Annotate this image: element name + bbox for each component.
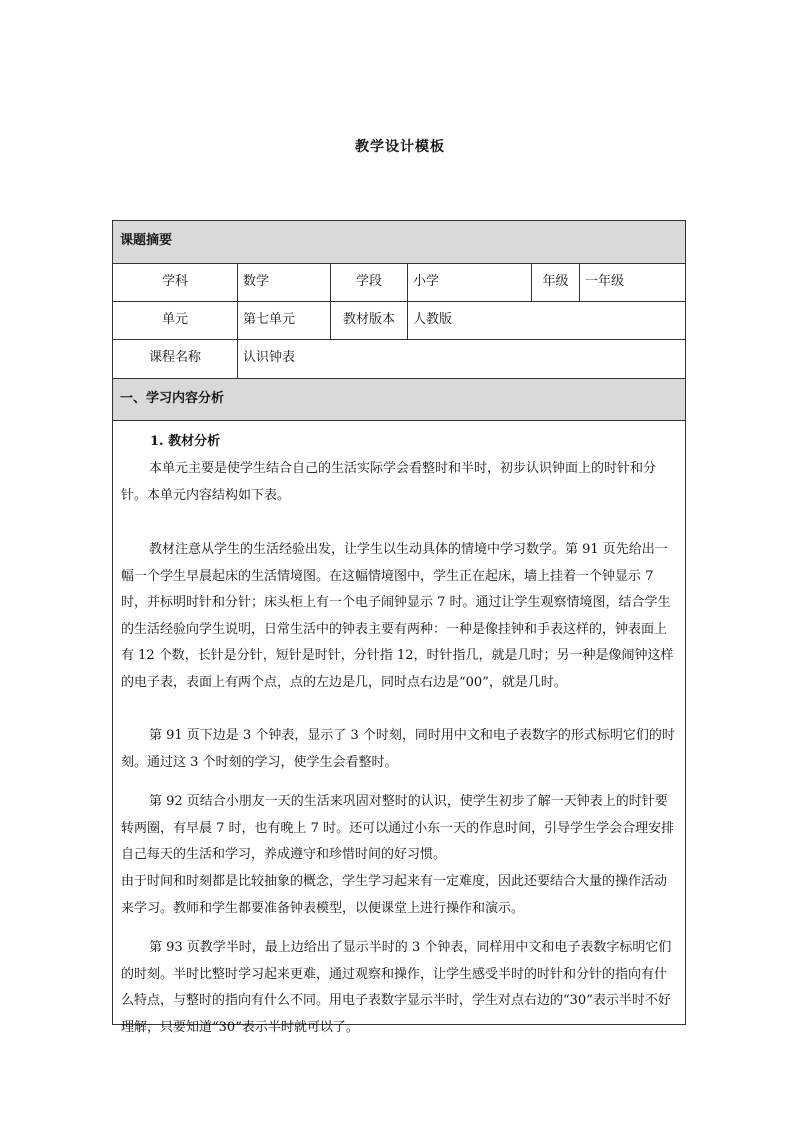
section-content-analysis-heading: 一、学习内容分析 xyxy=(113,378,685,421)
paragraph-6: 第 93 页教学半时，最上边给出了显示半时的 3 个钟表，同样用中文和电子表数字标明它们的时刻。半时比整时学习起来更难，通过观察和操作，让学生感受半时的时针和分针的指向有什么特点，与整时的指向有什么不同。用电子表数字显示半时，学生对点右边的“30”表示半时不好理解，只要知道“30”表示半时就可以了。 xyxy=(121,940,672,1035)
lesson-design-table xyxy=(112,220,686,1035)
value-unit: 第七单元 xyxy=(237,302,330,339)
content-analysis-body xyxy=(113,422,685,1035)
value-course-name: 认识钟表 xyxy=(237,340,687,378)
summary-row-unit xyxy=(113,302,685,340)
value-stage: 小学 xyxy=(407,264,531,301)
paragraph-2: 教材注意从学生的生活经验出发，让学生以生动具体的情境中学习数学。第 91 页先给出一幅一个学生早晨起床的生活情境图。在这幅情境图中，学生正在起床，墙上挂着一个钟显示 7 时，并标明时针和分针；床头柜上有一个电子闹钟显示 7 时。通过让学生观察情境图，结合学生的生活经验向学生说明，日常生活中的钟表主要有两种：一种是像挂钟和手表这样的，钟表面上有 12 个数，长针是分针，短针是时针，分针指 12，时针指几，就是几时；另一种是像闹钟这样的电子表，表面上有两个点，点的左边是几，同时点右边是“00”，就是几时。 xyxy=(121,542,674,690)
summary-row-subject xyxy=(113,264,685,302)
label-grade: 年级 xyxy=(531,264,579,301)
label-unit: 单元 xyxy=(161,312,188,327)
paragraph-3: 第 91 页下边是 3 个钟表，显示了 3 个时刻，同时用中文和电子表数字的形式标明它们的时刻。通过这 3 个时刻的学习，使学生会看整时。 xyxy=(121,728,675,770)
summary-row-course xyxy=(113,340,685,378)
summary-heading: 课题摘要 xyxy=(113,221,685,264)
paragraph-5: 由于时间和时刻都是比较抽象的概念，学生学习起来有一定难度，因此还要结合大量的操作活动来学习。教师和学生都要准备钟表模型，以便课堂上进行操作和演示。 xyxy=(121,874,668,916)
value-subject: 数学 xyxy=(237,264,330,301)
paragraph-1: 本单元主要是使学生结合自己的生活实际学会看整时和半时，初步认识钟面上的时针和分针。本单元内容结构如下表。 xyxy=(121,461,657,503)
value-edition: 人教版 xyxy=(407,302,687,339)
label-subject: 学科 xyxy=(161,274,188,289)
value-grade: 一年级 xyxy=(579,264,687,301)
label-stage: 学段 xyxy=(330,264,407,301)
document-title: 教学设计模板 xyxy=(355,139,445,155)
textbook-analysis-subheading: 1. 教材分析 xyxy=(150,434,221,449)
label-edition: 教材版本 xyxy=(330,302,407,339)
label-course-name: 课程名称 xyxy=(148,350,201,365)
paragraph-4: 第 92 页结合小朋友一天的生活来巩固对整时的认识，使学生初步了解一天钟表上的时针要转两圈，有早晨 7 时，也有晚上 7 时。还可以通过小东一天的作息时间，引导学生学会合理安排自己每天的生活和学习，养成遵守和珍惜时间的好习惯。 xyxy=(121,794,675,862)
